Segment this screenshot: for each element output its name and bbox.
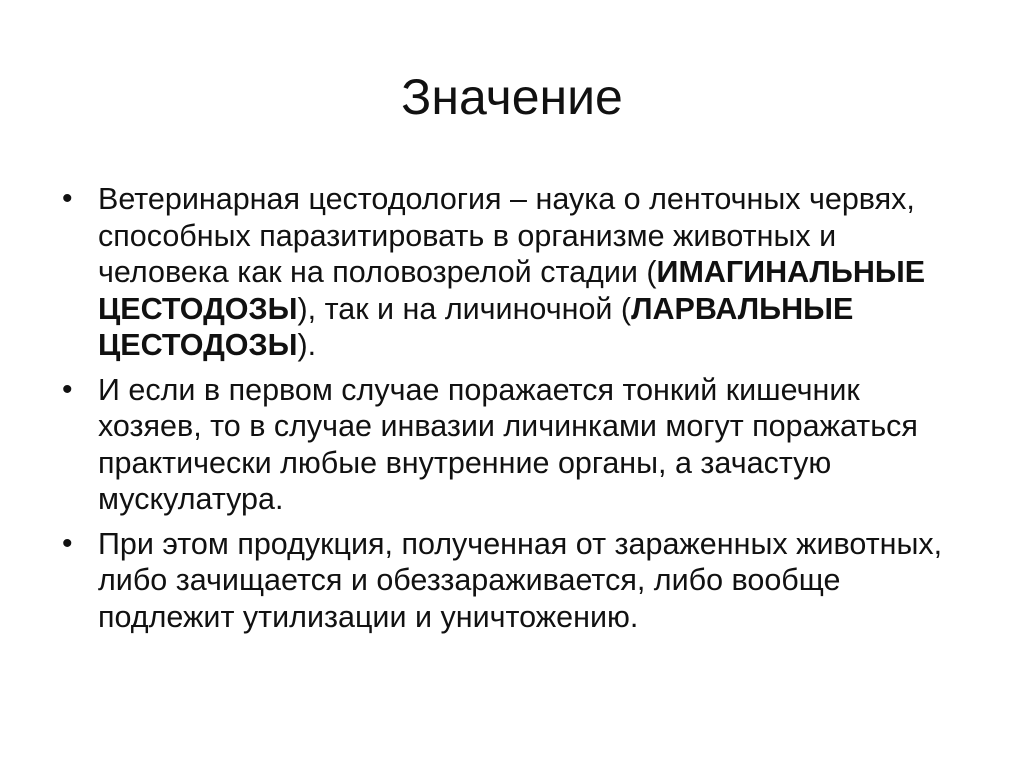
bold-term-larval: ЛАРВАЛЬНЫЕ ЦЕСТОДОЗЫ [98, 291, 854, 362]
bullet-text-part: ). [297, 328, 317, 362]
bullet-icon: • [62, 372, 73, 406]
bullet-text-part: Ветеринарная цестодология – наука о ленточных червях, способных паразитировать в организме животных и человека как на половозрелой стадии ( [98, 182, 915, 289]
bullet-item-definition [62, 181, 962, 364]
bullet-text: И если в первом случае поражается тонкий кишечник хозяев, то в случае инвазии личинками могут поражаться практически любые внутренние органы, а зачастую мускулатура. [98, 372, 918, 516]
slide-title: Значение [401, 69, 623, 125]
bullet-item-products [62, 526, 962, 636]
bullet-text: При этом продукция, полученная от зараженных животных, либо зачищается и обеззараживается, либо вообще подлежит утилизации и уничтожению. [98, 526, 943, 634]
bullet-icon: • [62, 182, 73, 215]
bullet-icon: • [62, 526, 73, 560]
bullet-text-part: ), так и на личиночной ( [297, 291, 632, 326]
bullet-list [62, 181, 962, 643]
bold-term-imaginal: ИМАГИНАЛЬНЫЕ ЦЕСТОДОЗЫ [98, 255, 926, 326]
bullet-item-damage [62, 372, 962, 518]
